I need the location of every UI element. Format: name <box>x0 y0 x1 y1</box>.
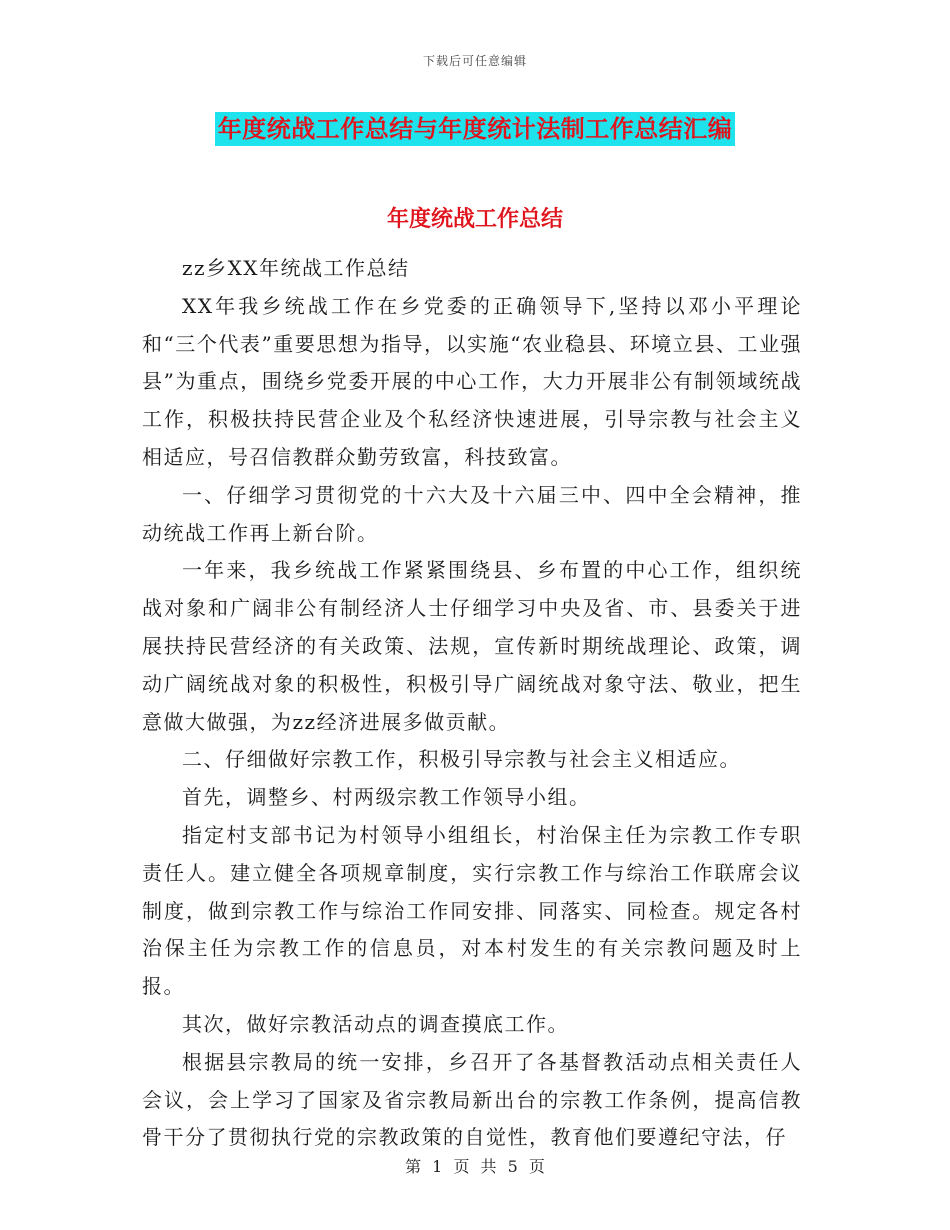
main-title: 年度统战工作总结与年度统计法制工作总结汇编 <box>215 112 736 146</box>
section-title: 年度统战工作总结 <box>386 207 563 232</box>
paragraph: 一、仔细学习贯彻党的十六大及十六届三中、四中全会精神，推动统战工作再上新台阶。 <box>142 482 802 545</box>
document-body <box>142 250 802 1157</box>
paragraph: zz乡XX年统战工作总结 <box>182 256 410 280</box>
page-number-footer: 第 1 页 共 5 页 <box>405 1157 545 1176</box>
paragraph: 指定村支部书记为村领导小组组长，村治保主任为宗教工作专职责任人。建立健全各项规章制度，实行宗教工作与综治工作联席会议制度，做到宗教工作与综治工作同安排、同落实、同检查。规定各村治保主任为宗教工作的信息员，对本村发生的有关宗教问题及时上报。 <box>142 822 802 999</box>
paragraph: 首先，调整乡、村两级宗教工作领导小组。 <box>182 785 591 810</box>
paragraph: 其次，做好宗教活动点的调查摸底工作。 <box>182 1011 569 1036</box>
main-title-container <box>0 112 950 146</box>
page-header-note: 下载后可任意编辑 <box>422 54 527 68</box>
paragraph: XX年我乡统战工作在乡党委的正确领导下,坚持以邓小平理论和“三个代表”重要思想为指导，以实施“农业稳县、环境立县、工业强县”为重点，围绕乡党委开展的中心工作，大力开展非公有制领域统战工作，积极扶持民营企业及个私经济快速进展，引导宗教与社会主义相适应，号召信教群众勤劳致富，科技致富。 <box>142 293 802 469</box>
paragraph: 一年来，我乡统战工作紧紧围绕县、乡布置的中心工作，组织统战对象和广阔非公有制经济人士仔细学习中央及省、市、县委关于进展扶持民营经济的有关政策、法规，宣传新时期统战理论、政策，调动广阔统战对象的积极性，积极引导广阔统战对象守法、敬业，把生意做大做强，为zz经济进展多做贡献。 <box>142 558 802 734</box>
paragraph: 根据县宗教局的统一安排，乡召开了各基督教活动点相关责任人会议，会上学习了国家及省宗教局新出台的宗教工作条例，提高信教骨干分了贯彻执行党的宗教政策的自觉性，教育他们要遵纪守法，仔 <box>142 1049 802 1150</box>
paragraph: 二、仔细做好宗教工作，积极引导宗教与社会主义相适应。 <box>182 747 741 772</box>
